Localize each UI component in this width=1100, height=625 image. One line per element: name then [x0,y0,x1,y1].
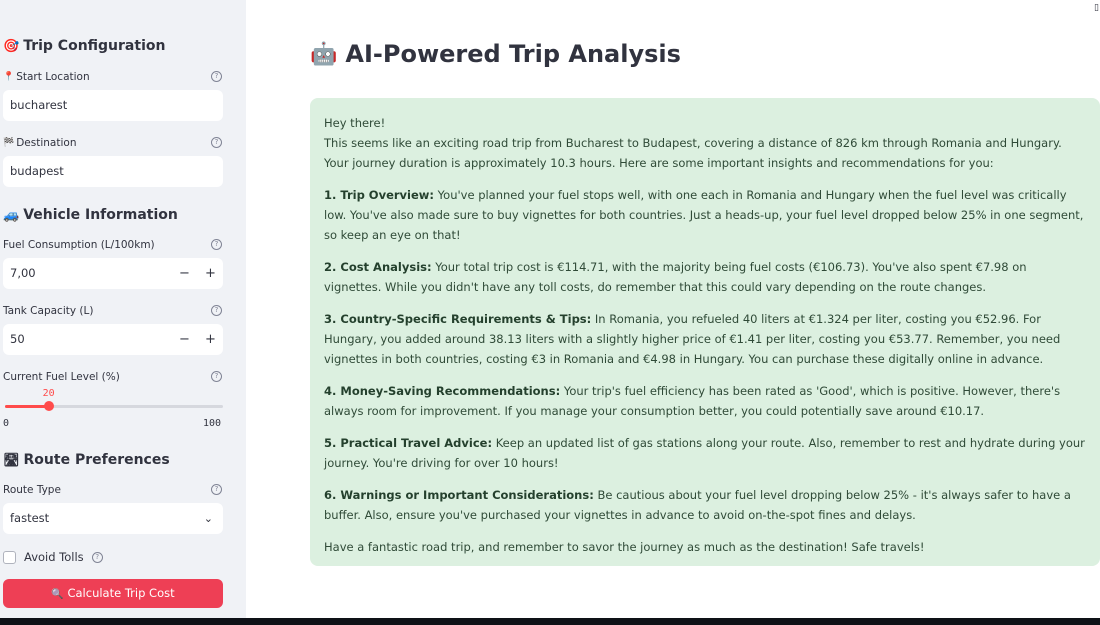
fuel-consumption-input[interactable] [3,258,223,289]
calculate-button-label: Calculate Trip Cost [67,586,175,600]
car-icon: 🚙 [3,207,20,223]
slider-fill [5,405,49,408]
help-icon[interactable]: ? [92,552,103,563]
magnifier-icon: 🔍 [51,589,64,600]
section-heading: 5. Practical Travel Advice: [324,436,493,450]
section-heading: 1. Trip Overview: [324,188,435,202]
destination-label-text: Destination [16,137,77,149]
page-title [310,40,681,68]
analysis-box [310,98,1100,566]
greeting: Hey there! [324,116,386,130]
start-location-label-text: Start Location [16,71,90,83]
target-icon: 🎯 [3,38,20,54]
fuel-level-label: Current Fuel Level (%) [3,371,120,383]
trip-config-title: Trip Configuration [23,38,166,54]
help-icon[interactable]: ? [211,371,222,382]
help-icon[interactable]: ? [211,71,222,82]
menu-icon[interactable]: ▯ [1094,3,1099,13]
fuel-consumption-label: Fuel Consumption (L/100km) [3,239,155,251]
decrement-button[interactable]: − [179,266,190,281]
bottom-bar [0,618,1100,625]
analysis-section [324,485,1086,525]
tank-capacity-value[interactable]: 50 [10,332,25,346]
section-text: Keep an updated list of gas stations along your route. Also, remember to rest and hydrate during your journey. You're driving for over 10 hours! [324,436,1085,470]
help-icon[interactable]: ? [211,137,222,148]
chevron-down-icon[interactable]: ⌄ [203,512,213,525]
robot-icon: 🤖 [310,41,338,67]
section-text: In Romania, you refueled 40 liters at €1.324 per liter, costing you €52.96. For Hungary, you added around 38.13 liters with a slightly higher price of €1.41 per liter, costing you €53.77. Remember, you need vignettes in both countries, costing €3 in Romania and €4.98 in Hungary. You can purchase these digitally online in advance. [324,312,1061,366]
sidebar [0,0,246,618]
slider-min-label: 0 [3,418,10,429]
destination-label [3,137,76,149]
section-text: Your trip's fuel efficiency has been rated as 'Good', which is positive. However, there's always room for improvement. If you manage your consumption better, you could potentially save around €10.17. [324,384,1061,418]
calculate-trip-cost-button[interactable] [3,579,223,608]
destination-input[interactable]: budapest [3,156,223,187]
section-text: You've planned your fuel stops well, with one each in Romania and Hungary when the fuel level was critically low. You've also made sure to buy vignettes for both countries. Just a heads-up, your fuel level dropped below 25% in one segment, so keep an eye on that! [324,188,1084,242]
closing-paragraph: Have a fantastic road trip, and remember to savor the journey as much as the destination! Safe travels! [324,540,925,554]
help-icon[interactable]: ? [211,484,222,495]
avoid-tolls-label[interactable]: Avoid Tolls [24,550,84,564]
section-text: Be cautious about your fuel level dropping below 25% - it's always safer to have a buffer. Also, ensure you've purchased your vignettes in advance to avoid on-the-spot fines and delays. [324,488,1071,522]
pin-icon: 📍 [3,72,15,82]
vehicle-info-title: Vehicle Information [23,207,178,223]
route-type-value[interactable]: fastest [10,511,50,525]
analysis-section [324,309,1086,369]
intro-paragraph: This seems like an exciting road trip from Bucharest to Budapest, covering a distance of 826 km through Romania and Hungary. Your journey duration is approximately 10.3 hours. Here are some important insights and recommendations for you: [324,136,1062,170]
increment-button[interactable]: + [205,332,216,347]
fuel-level-slider[interactable] [5,405,223,408]
checkered-flag-icon: 🏁 [3,138,15,148]
section-heading: 6. Warnings or Important Considerations: [324,488,594,502]
trip-config-header [3,38,165,54]
route-prefs-header [3,452,170,468]
route-type-select[interactable] [3,503,223,534]
avoid-tolls-row[interactable] [3,550,103,564]
page-title-text: AI-Powered Trip Analysis [345,40,681,68]
section-heading: 2. Cost Analysis: [324,260,432,274]
start-location-input[interactable]: bucharest [3,90,223,121]
help-icon[interactable]: ? [211,239,222,250]
route-prefs-title: Route Preferences [23,452,170,468]
increment-button[interactable]: + [205,266,216,281]
analysis-section [324,433,1086,473]
tank-capacity-input[interactable] [3,324,223,355]
start-location-label [3,71,90,83]
section-text: Your total trip cost is €114.71, with the majority being fuel costs (€106.73). You've also spent €7.98 on vignettes. While you didn't have any toll costs, do remember that this could vary depending on the route changes. [324,260,1027,294]
tank-capacity-label: Tank Capacity (L) [3,305,94,317]
decrement-button[interactable]: − [179,332,190,347]
fuel-consumption-value[interactable]: 7,00 [10,266,36,280]
vehicle-info-header [3,207,178,223]
road-icon: 🛣 [3,452,20,468]
slider-max-label: 100 [203,418,222,429]
analysis-section [324,257,1086,297]
section-heading: 4. Money-Saving Recommendations: [324,384,561,398]
slider-handle[interactable] [44,401,54,411]
analysis-section [324,185,1086,245]
avoid-tolls-checkbox[interactable] [3,551,16,564]
analysis-section [324,381,1086,421]
section-heading: 3. Country-Specific Requirements & Tips: [324,312,592,326]
help-icon[interactable]: ? [211,305,222,316]
analysis-sections [324,185,1086,525]
route-type-label: Route Type [3,484,61,496]
fuel-level-value: 20 [42,388,55,399]
